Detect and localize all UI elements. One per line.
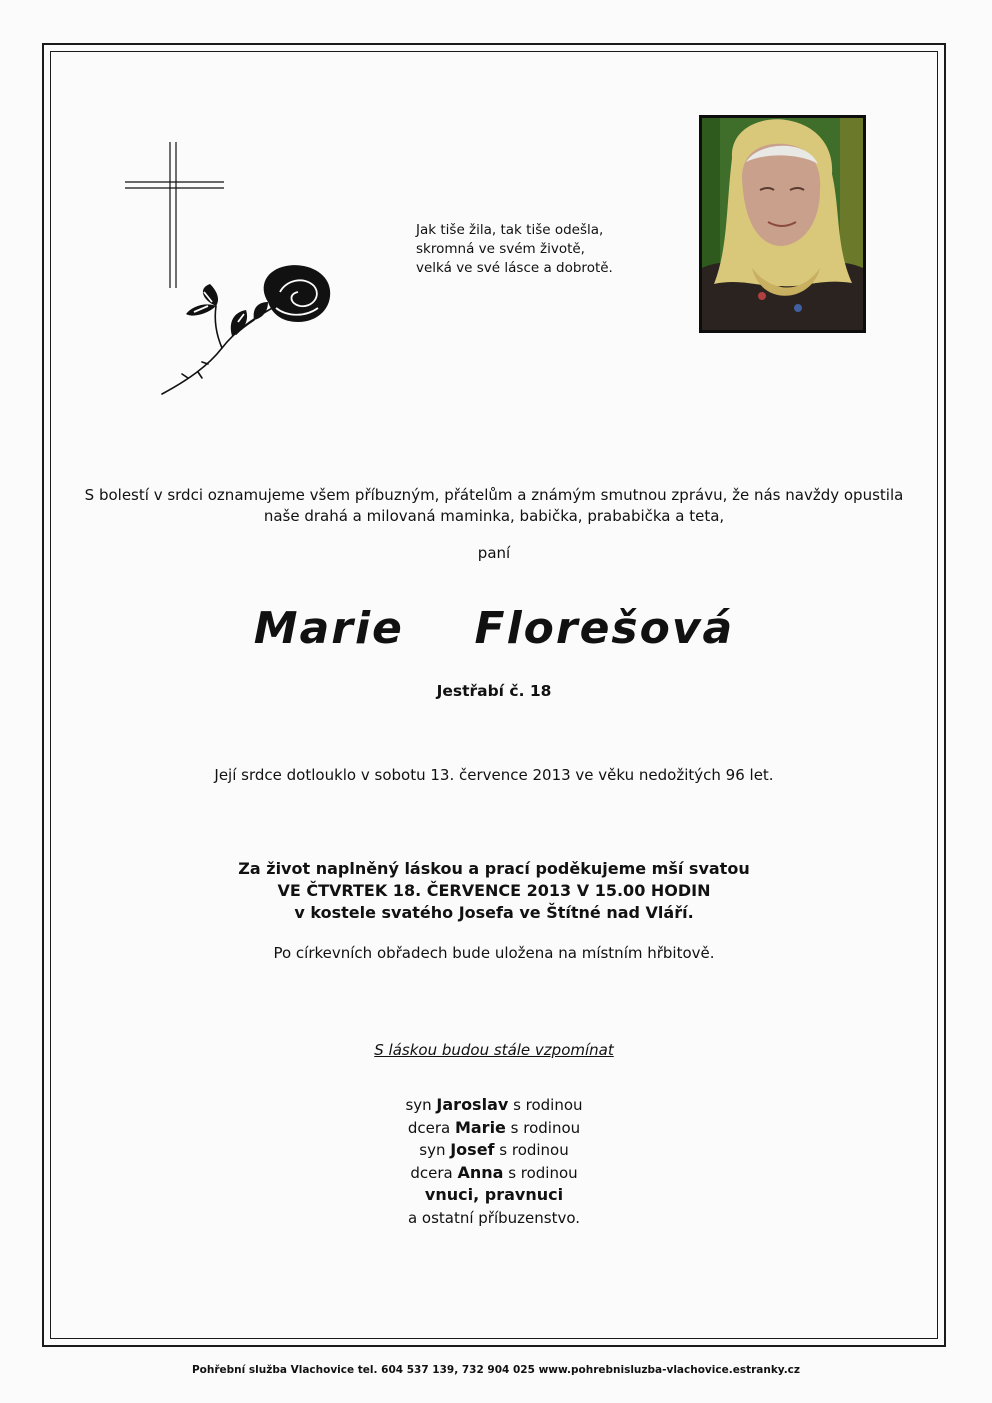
mourner-line <box>52 1139 936 1162</box>
announcement-line: naše drahá a milovaná maminka, babička, prababička a teta, <box>263 507 725 525</box>
deceased-name-text: Marie Florešová <box>253 603 735 654</box>
mourner-name: Josef <box>450 1140 495 1159</box>
deceased-name <box>52 603 936 654</box>
rose-icon <box>158 262 338 402</box>
mourner-line <box>52 1184 936 1207</box>
mourner-line <box>52 1207 936 1230</box>
portrait-photo <box>699 115 866 333</box>
title-pani: paní <box>477 544 511 562</box>
announcement <box>52 485 936 527</box>
funeral-line: v kostele svatého Josefa ve Štítné nad Vláří. <box>294 903 694 922</box>
poem-line: velká ve své lásce a dobrotě. <box>416 260 613 276</box>
poem-line: skromná ve svém životě, <box>416 241 585 257</box>
mourner-line <box>52 1094 936 1117</box>
mourner-line <box>52 1162 936 1185</box>
mourner-line <box>52 1117 936 1140</box>
mourner-name: Marie <box>454 1117 506 1137</box>
memory-heading: S láskou budou stále vzpomínat <box>374 1041 614 1059</box>
funeral-mass-notice <box>52 858 936 924</box>
mourner-suffix: s rodinou <box>494 1141 569 1159</box>
mourner-name: Jaroslav <box>436 1095 509 1114</box>
poem-line: Jak tiše žila, tak tiše odešla, <box>416 222 604 238</box>
mourner-suffix: s rodinou <box>508 1096 583 1114</box>
mourner-name: vnuci, pravnuci <box>424 1185 564 1204</box>
announcement-line: S bolestí v srdci oznamujeme všem příbuzným, přátelům a známým smutnou zprávu, že nás navždy opustila <box>84 486 904 504</box>
mourners-list <box>52 1094 936 1229</box>
mourner-suffix: s rodinou <box>505 1118 581 1137</box>
mourner-relation: a ostatní příbuzenstvo. <box>407 1208 581 1227</box>
mourner-relation: syn <box>405 1096 437 1114</box>
mourner-relation: dcera <box>407 1118 455 1137</box>
poem <box>416 221 656 278</box>
burial-notice: Po církevních obřadech bude uložena na místním hřbitově. <box>273 944 715 962</box>
mourner-relation: dcera <box>410 1163 458 1182</box>
death-notice: Její srdce dotlouklo v sobotu 13. července 2013 ve věku nedožitých 96 let. <box>214 766 774 784</box>
mourner-name: Anna <box>457 1162 504 1182</box>
funeral-service-footer: Pohřební služba Vlachovice tel. 604 537 139, 732 904 025 www.pohrebnisluzba-vlachovice.estranky.cz <box>191 1364 801 1376</box>
mourner-relation: syn <box>419 1141 451 1159</box>
funeral-line: VE ČTVRTEK 18. ČERVENCE 2013 V 15.00 HODIN <box>277 881 711 900</box>
funeral-line: Za život naplněný láskou a prací poděkujeme mší svatou <box>238 859 750 878</box>
mourner-suffix: s rodinou <box>503 1163 578 1182</box>
deceased-address: Jestřabí č. 18 <box>436 682 552 700</box>
